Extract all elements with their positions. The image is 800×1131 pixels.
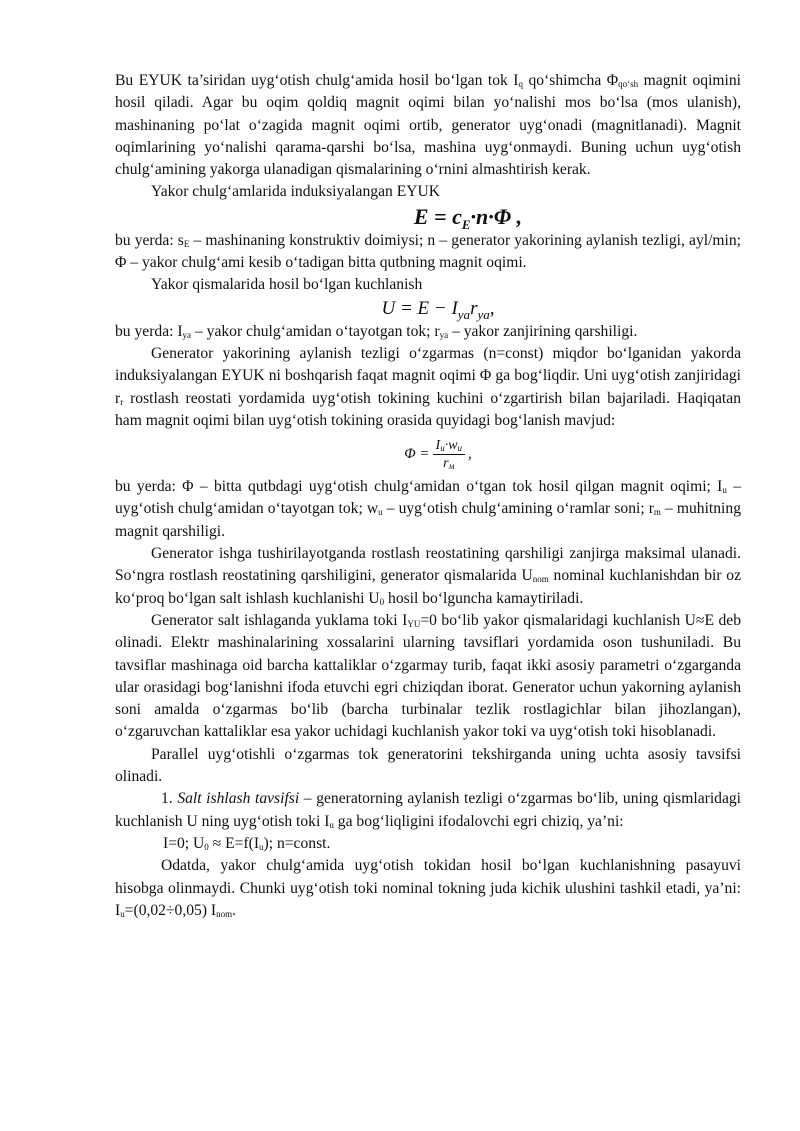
paragraph-emf-intro: Yakor chulg‘amlarida induksiyalangan EYUK — [151, 183, 441, 201]
paragraph-excitation-current-share: Odatda, yakor chulg‘amida uyg‘otish tokidan hosil bo‘lgan kuchlanishning pasayuvi hisobga olinmaydi. Chunki uyg‘otish toki nominal tokning juda kichik ulushini tashkil etadi, ya’ni: $I_u=(0,02\div 0,05)$ $I_{nom}$. — [115, 857, 741, 919]
paragraph-excitation-flux: Bu EYUK ta’siridan uyg‘otish chulg‘amida hosil bo‘lgan tok $I_q$ qo‘shimcha $\Phi_{qo‘sh}$ magnit oqimini hosil qiladi. Agar bu oqim qoldiq magnit oqimi bilan yo‘nalishi mos bo‘lsa (mos ulanish), mashinaning po‘lat o‘zagida magnit oqimi ortib, generator uyg‘onadi (magnitlanadi). Magnit oqimlarining yo‘nalishi qarama-qarshi bo‘lsa, mashina uyg‘onmaydi. Buning uchun uyg‘otish chulg‘amining yakorga ulanadigan qismalarining o‘rnini almashtirish kerak. — [115, 72, 742, 179]
paragraph-no-load: Generator salt ishlaganda yuklama toki $I_{YU}=0$ bo‘lib yakor qismalaridagi kuchlanish U≈E deb olinadi. Elektr mashinalarining xossalarini ularning tavsiflari yordamida oson tushuniladi. Bu tavsiflar mashinaga oid barcha kattaliklar o‘zgarmay turib, faqat ikki asosiy parametri o‘zgarganda ular orasidagi bog‘lanishni ifoda etuvchi egri chiziqdan iborat. Generator uchun yakorning aylanish soni amalda o‘zgarmas bo‘lib (barcha turbinalar tezlik rostlagichlar bilan jihozlangan), o‘zgaruvchan kattaliklar esa yakor uchidagi kuchlanish yakor toki va uyg‘otish toki hisoblanadi. — [115, 611, 741, 741]
paragraph-flux-legend: bu yerda: Φ – bitta qutbdagi uyg‘otish chulg‘amidan o‘tgan tok hosil qilgan magnit oqimi; $I_u$ – uyg‘otish chulg‘amidan o‘tayotgan tok; $w_u$ – uyg‘otish chulg‘amining o‘ramlar soni; $r_m$ – muhitning magnit qarshiligi. — [115, 478, 741, 540]
formula-flux-fraction — [433, 437, 466, 472]
formula-flux-tail: , — [468, 446, 472, 462]
paragraph-characteristics: Parallel uyg‘otishli o‘zgarmas tok generatorini tekshirganda uning uchta asosiy tavsifsi olinadi. — [115, 745, 741, 786]
formula-emf: $E = c_E\cdot n\cdot\Phi$ , — [413, 203, 523, 232]
equation-no-load-conditions: I=0; $U_0 \approx E=f(I_u)$; n=const. — [163, 834, 331, 852]
formula-flux — [115, 432, 741, 476]
paragraph-startup: Generator ishga tushirilayotganda rostlash reostatining qarshiligi zanjirga maksimal ulanadi. So‘ngra rostlash reostatining qarshiligini, generator qismalarida $U_{nom}$ nominal kuchlanishdan bir oz ko‘proq bo‘lgan salt ishlash kuchlanishi $U_0$ hosil bo‘lguncha kamaytiriladi. — [115, 545, 741, 607]
formula-flux-lhs: Φ = — [404, 446, 430, 462]
paragraph-emf-legend: bu yerda: $s_E$ – mashinaning konstruktiv doimiysi; n – generator yakorining aylanish tezligi, ayl/min; Φ – yakor chulg‘ami kesib o‘tadigan bitta qutbning magnit oqimi. — [115, 231, 741, 272]
paragraph-voltage-intro: Yakor qismalarida hosil bo‘lgan kuchlanish — [151, 276, 423, 294]
formula-voltage: $U = E - I_{ya}r_{ya}$, — [381, 297, 495, 322]
paragraph-flux-control: Generator yakorining aylanish tezligi o‘zgarmas (n=const) miqdor bo‘lganidan yakorda induksiyalangan EYUK ni boshqarish faqat magnit oqimi Φ ga bog‘liqdir. Uni uyg‘otish zanjiridagi $r_r$ rostlash reostati yordamida uyg‘otish tokining kuchini o‘zgartirish bilan bajariladi. Haqiqatan ham magnit oqimi bilan uyg‘otish tokining orasida quyidagi bog‘lanish mavjud: — [115, 344, 741, 429]
formula-flux-denominator: $r_м$ — [443, 455, 455, 471]
formula-flux-numerator: $I_u\cdot w_u$ — [433, 437, 466, 455]
paragraph-voltage-legend: bu yerda: $I_{ya}$ – yakor chulg‘amidan o‘tayotgan tok; $r_{ya}$ – yakor zanjirining qarshiligi. — [115, 322, 638, 340]
paragraph-no-load-characteristic: 1. Salt ishlash tavsifsi – generatorning aylanish tezligi o‘zgarmas bo‘lib, uning qismlaridagi kuchlanish U ning uyg‘otish toki $I_u$ ga bog‘liqligini ifodalovchi egri chiziq, ya’ni: — [115, 790, 742, 830]
document-page — [115, 70, 741, 922]
